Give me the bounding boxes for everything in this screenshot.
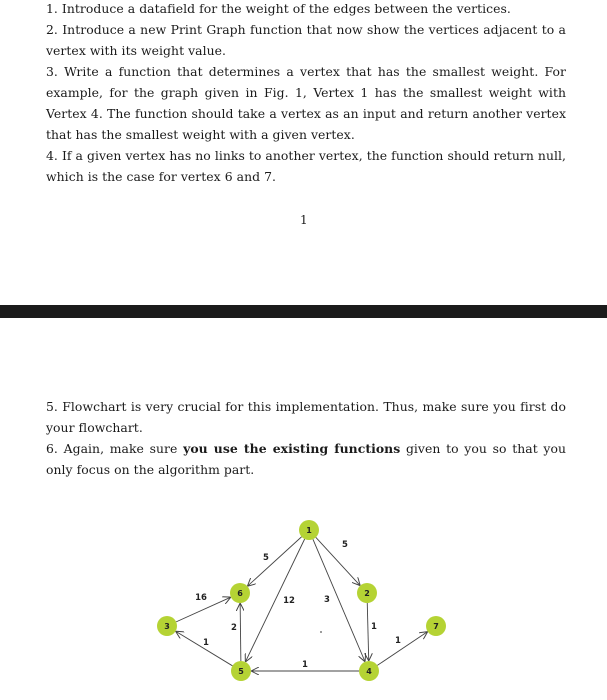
list-item-4: 4. If a given vertex has no links to another vertex, the function should return null, which is the case for vertex 6 and 7. [46,148,566,184]
list-item-5: 5. Flowchart is very crucial for this implementation. Thus, make sure you first do your flowchart. [46,399,566,435]
edge-weight-2-4: 1 [371,622,377,632]
edge-weight-1-6: 5 [263,553,269,563]
list-item-2: 2. Introduce a new Print Graph function that now show the vertices adjacent to a vertex with its weight value. [46,22,566,58]
graph-edge-1-4 [313,539,365,661]
edge-weight-1-2: 5 [342,540,348,550]
edge-weight-1-5: 12 [283,596,295,606]
edge-weight-1-4: 3 [324,595,330,605]
document-page-2 [0,318,607,700]
list-item-6-prefix: 6. Again, make sure [46,441,184,456]
edge-weight-4-7: 1 [395,636,401,646]
page-number: 1 [300,213,308,227]
list-item-6-bold: you use the existing functions [183,441,401,456]
graph-edge-1-5 [246,539,305,661]
graph-edge-4-7 [377,632,427,665]
list-item-6-suffix: given to you so that you only focus on the algorithm part. [46,441,567,477]
document-page-1 [0,0,607,305]
graph-node-label-5: 5 [238,667,244,676]
graph-node-label-1: 1 [306,526,312,535]
graph-node-label-4: 4 [366,667,372,676]
page-separator [0,305,607,318]
graph-edge-5-3 [176,632,232,666]
edge-weight-4-5: 1 [302,660,308,670]
graph-dot [320,631,322,633]
graph-figure [0,318,607,700]
graph-node-label-2: 2 [364,589,370,598]
list-item-3: 3. Write a function that determines a vertex that has the smallest weight. For example, for the graph given in Fig. 1, Vertex 1 has the smallest weight with Vertex 4. The function should take a vertex as an input and return another vertex that has the smallest weight with a given vertex. [46,64,566,142]
edge-weight-5-3: 1 [203,638,209,648]
graph-edge-2-4 [367,603,368,660]
graph-node-label-3: 3 [164,622,170,631]
graph-node-label-6: 6 [237,589,243,598]
graph-edge-5-6 [240,604,241,661]
list-item-1: 1. Introduce a datafield for the weight of the edges between the vertices. [46,1,511,16]
edge-weight-3-6: 16 [195,593,207,603]
edge-weight-5-6: 2 [231,623,237,633]
graph-node-label-7: 7 [433,622,439,631]
